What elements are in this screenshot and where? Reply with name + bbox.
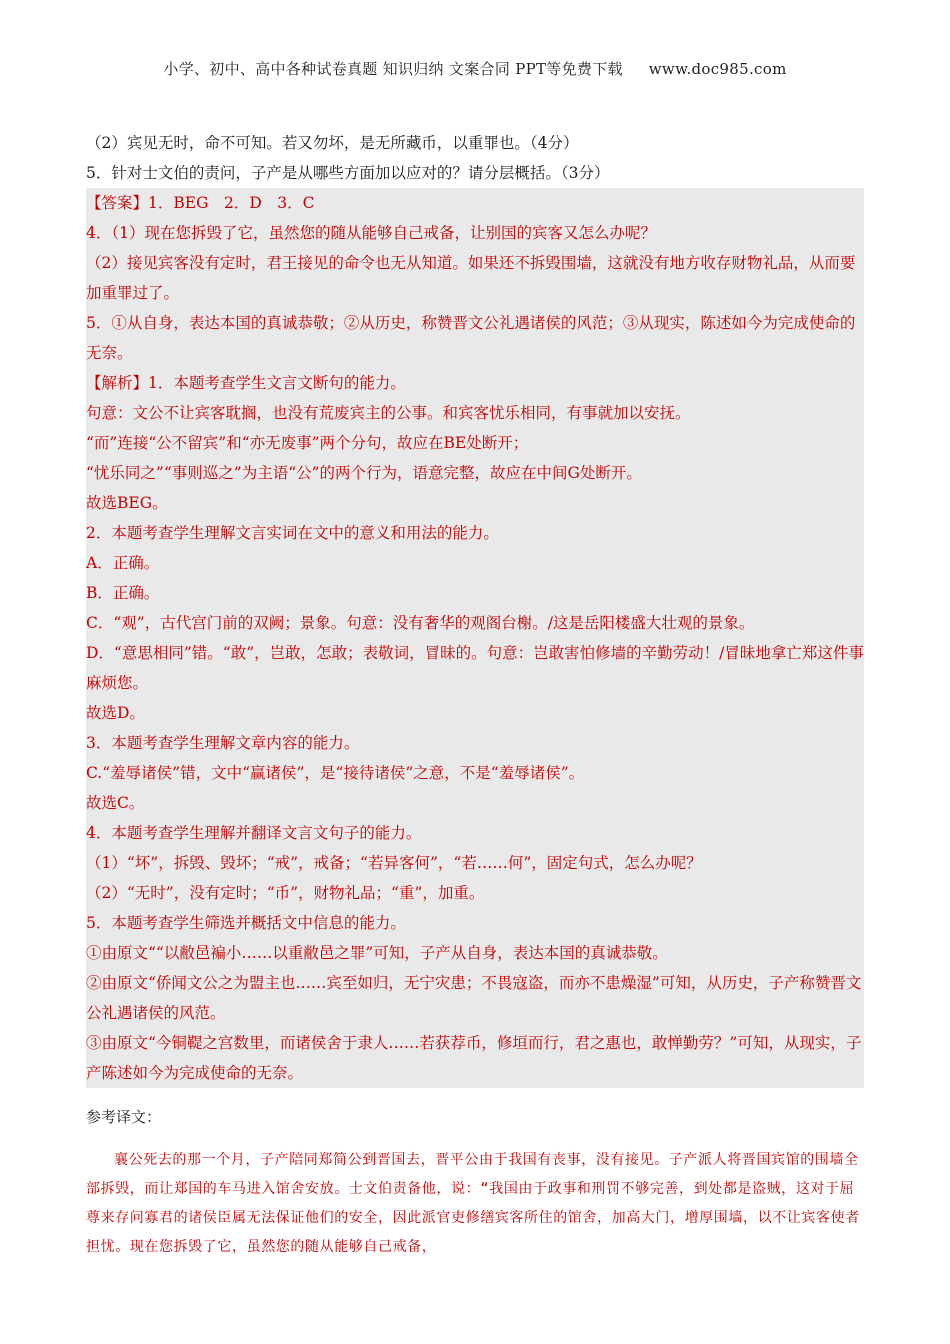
analysis-line-1 [86,368,864,398]
answer-line-1 [86,188,864,218]
analysis-line-13: C.“羞辱诸侯”错，文中“赢诸侯”，是“接待诸侯”之意，不是“羞辱诸侯”。 [86,764,585,782]
answer-line-2: 4．（1）现在您拆毁了它，虽然您的随从能够自己戒备，让别国的宾客又怎么办呢？ [86,224,656,242]
header-url[interactable]: www.doc985.com [648,60,787,78]
analysis-line-8: B．正确。 [86,584,160,602]
analysis-line-4: “忧乐同之”“事则巡之”为主语“公”的两个行为，语意完整，故应在中间G处断开。 [86,464,642,482]
analysis-line-15: 4．本题考查学生理解并翻译文言文句子的能力。 [86,824,422,842]
analysis-line-2: 句意：文公不让宾客耽搁，也没有荒废宾主的公事。和宾客忧乐相同，有事就加以安抚。 [86,404,691,422]
analysis-line-18: 5．本题考查学生筛选并概括文中信息的能力。 [86,914,406,932]
analysis-line-16: （1）“坏”，拆毁、毁坏；“戒”，戒备；“若异客何”，“若……何”，固定句式，怎么办呢？ [86,854,702,872]
analysis-line-21: ③由原文“今铜鞮之宫数里，而诸侯舍于隶人……若获荐币，修垣而行，君之惠也，敢惮勤劳？”可知，从现实，子产陈述如今为完成使命的无奈。 [86,1034,862,1082]
answer-line-4: 5．①从自身，表达本国的真诚恭敬；②从历史，称赞晋文公礼遇诸侯的风范；③从现实，陈述如今为完成使命的无奈。 [86,314,856,362]
analysis-line-6: 2．本题考查学生理解文言实词在文中的意义和用法的能力。 [86,524,499,542]
reference-title: 参考译文： [86,1108,162,1126]
analysis-line-20: ②由原文“侨闻文公之为盟主也……宾至如归，无宁灾患；不畏寇盗，而亦不患燥湿”可知，从历史，子产称赞晋文公礼遇诸侯的风范。 [86,974,862,1022]
analysis-line-17: （2）“无时”，没有定时；“币”，财物礼品；“重”，加重。 [86,884,485,902]
analysis-label: 【解析】 [86,374,149,392]
analysis-line-19: ①由原文““以敝邑褊小……以重敝邑之罪”可知，子产从自身，表达本国的真诚恭敬。 [86,944,668,962]
analysis-line-7: A．正确。 [86,554,160,572]
analysis-line-3: “而”连接“公不留宾”和“亦无废事”两个分句，故应在BE处断开； [86,434,529,452]
answer-line-3: （2）接见宾客没有定时，君王接见的命令也无从知道。如果还不拆毁围墙，这就没有地方收存财物礼品，从而要加重罪过了。 [86,254,856,302]
analysis-line-12: 3．本题考查学生理解文章内容的能力。 [86,734,360,752]
answer-analysis-block [86,188,864,1088]
analysis-line-5: 故选BEG。 [86,494,168,512]
analysis-line-10: D．“意思相同”错。“敢”，岂敢，怎敢；表敬词，冒昧的。句意：岂敢害怕修墙的辛勤劳动！/冒昧地拿亡郑这件事麻烦您。 [86,644,864,692]
analysis-line-14: 故选C。 [86,794,145,812]
page-header [0,58,950,79]
answer-choices: 1．BEG 2．D 3．C [148,194,315,212]
analysis-line-9: C．“观”，古代宫门前的双阙；景象。句意：没有奢华的观阁台榭。/这是岳阳楼盛大壮观的景象。 [86,614,755,632]
reference-translation: 襄公死去的那一个月，子产陪同郑简公到晋国去，晋平公由于我国有丧事，没有接见。子产派人将晋国宾馆的围墙全部拆毁，而让郑国的车马进入馆舍安放。士文伯责备他，说：“我国由于政事和刑罚不够完善，到处都是盗贼，这对于屈尊来存问寡君的诸侯臣属无法保证他们的安全，因此派官吏修缮宾客所住的馆舍，加高大门，增厚围墙，以不让宾客使者担忧。现在您拆毁了它，虽然您的随从能够自己戒备， [86,1152,860,1255]
question-5: 5．针对士文伯的责问，子产是从哪些方面加以应对的？请分层概括。（3分） [86,164,610,182]
analysis-text-1: 1．本题考查学生文言文断句的能力。 [148,374,406,392]
header-text: 小学、初中、高中各种试卷真题 知识归纳 文案合同 PPT等免费下载 [163,60,623,78]
answer-label: 【答案】 [86,194,149,212]
question-4-2: （2）宾见无时，命不可知。若又勿坏，是无所藏币，以重罪也。（4分） [86,134,579,152]
document-body [86,128,864,1262]
analysis-line-11: 故选D。 [86,704,145,722]
